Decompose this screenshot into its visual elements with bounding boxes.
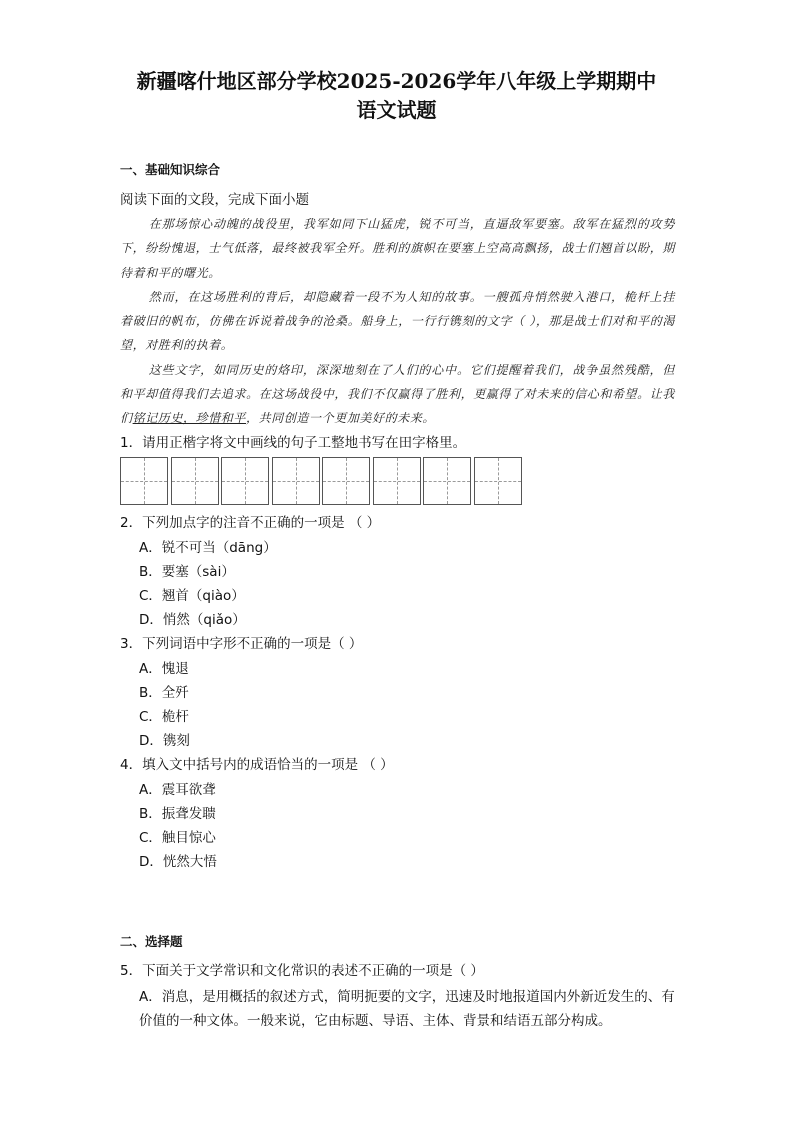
grid-cell[interactable] [120,457,168,505]
question-4: 4．填入文中括号内的成语恰当的一项是 （ ） [120,757,394,773]
reading-passage [120,212,675,431]
question-2: 2．下列加点字的注音不正确的一项是 （ ） [120,515,381,531]
section-heading-1: 一、基础知识综合 [120,162,221,177]
q2-option-a[interactable]: A．锐不可当（dāng） [139,540,277,556]
q3-option-d[interactable]: D．镌刻 [139,733,190,749]
underlined-sentence: 铭记历史，珍惜和平 [132,411,247,426]
grid-cell[interactable] [322,457,370,505]
q2-option-b[interactable]: B．要塞（sài） [139,564,235,580]
passage-paragraph-1: 在那场惊心动魄的战役里，我军如同下山猛虎，锐不可当，直逼敌军要塞。敌军在猛烈的攻势下，纷纷愧退，士气低落，最终被我军全歼。胜利的旗帜在要塞上空高高飘扬，战士们翘首以盼，期待着和平的曙光。 [120,217,675,280]
q5-option-a[interactable]: A．消息，是用概括的叙述方式，简明扼要的文字，迅速及时地报道国内外新近发生的、有价值的一种文体。一般来说，它由标题、导语、主体、背景和结语五部分构成。 [139,989,675,1029]
q2-option-d[interactable]: D．悄然（qiǎo） [139,612,246,628]
grid-cell[interactable] [373,457,421,505]
q3-option-b[interactable]: B．全歼 [139,685,189,701]
tianzige-grid[interactable] [120,457,524,505]
exam-title-line2: 语文试题 [356,98,437,122]
q4-option-b[interactable]: B．振聋发聩 [139,806,216,822]
question-3: 3．下列词语中字形不正确的一项是（ ） [120,636,363,652]
grid-cell[interactable] [171,457,219,505]
reading-instruction: 阅读下面的文段，完成下面小题 [120,192,309,208]
grid-cell[interactable] [221,457,269,505]
passage-paragraph-2: 然而，在这场胜利的背后，却隐藏着一段不为人知的故事。一艘孤舟悄然驶入港口，桅杆上挂着破旧的帆布，仿佛在诉说着战争的沧桑。船身上，一行行镌刻的文字（ ），那是战士们对和平的渴望，对胜利的执着。 [120,289,675,353]
q4-option-a[interactable]: A．震耳欲聋 [139,782,216,798]
grid-cell[interactable] [474,457,522,505]
exam-title-line1: 新疆喀什地区部分学校2025-2026学年八年级上学期期中 [136,69,657,93]
q4-option-c[interactable]: C．触目惊心 [139,830,216,846]
q3-option-c[interactable]: C．桅杆 [139,709,189,725]
q4-option-d[interactable]: D．恍然大悟 [139,854,217,870]
q2-option-c[interactable]: C．翘首（qiào） [139,588,245,604]
question-1: 1．请用正楷字将文中画线的句子工整地书写在田字格里。 [120,435,467,451]
section-heading-2: 二、选择题 [120,934,183,949]
grid-cell[interactable] [423,457,471,505]
passage-paragraph-3 [120,358,675,431]
grid-cell[interactable] [272,457,320,505]
passage-p3-before: 这些文字，如同历史的烙印，深深地刻在了人们的心中。它们提醒着我们，战争虽然残酷，但和平却值得我们去追求。在这场战役中，我们不仅赢得了胜利，更赢得了对未来的信心和希望。让我们 [120,362,675,426]
q3-option-a[interactable]: A．愧退 [139,661,189,677]
passage-p3-after: ，共同创造一个更加美好的未来。 [246,411,436,426]
question-5: 5．下面关于文学常识和文化常识的表述不正确的一项是（ ） [120,963,484,979]
